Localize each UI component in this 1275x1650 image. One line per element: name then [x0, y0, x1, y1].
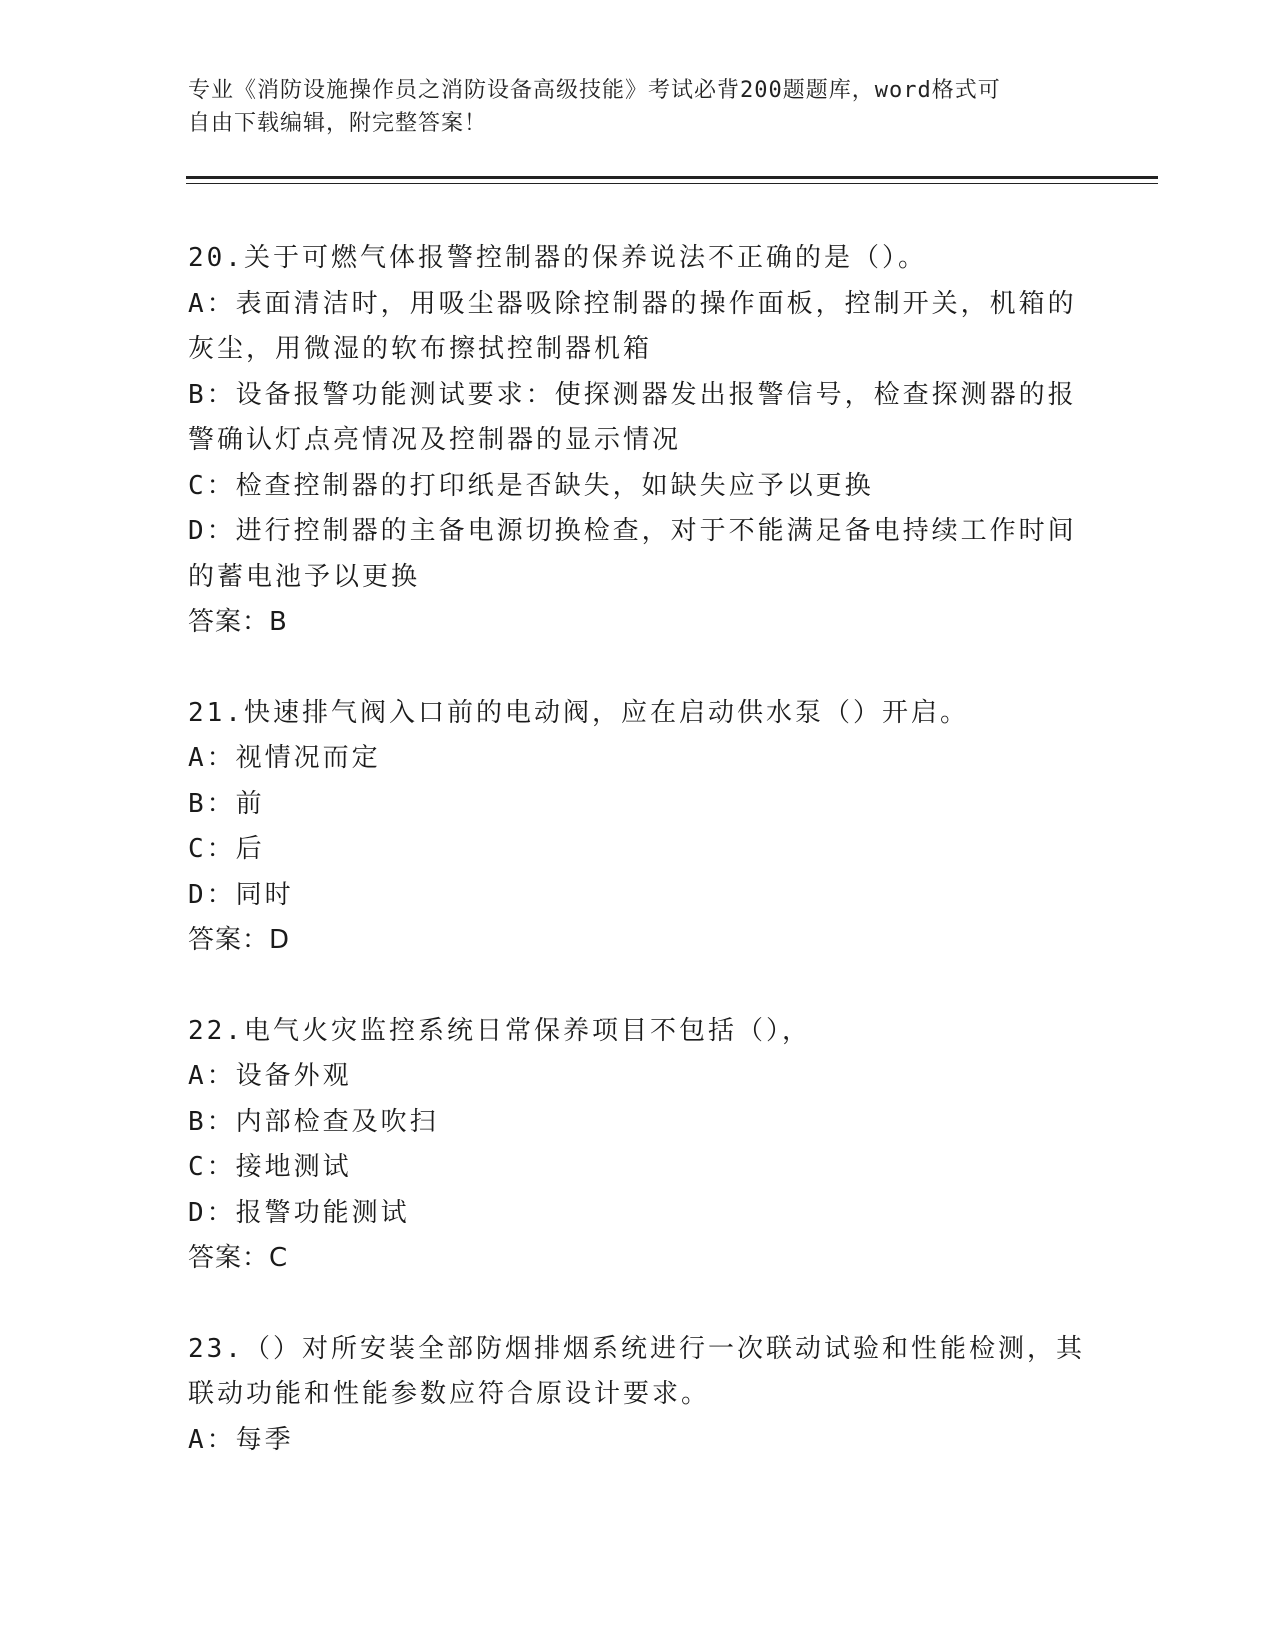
- option-a: A：设备外观: [188, 1061, 352, 1091]
- option-b: B：前: [188, 788, 265, 819]
- question-text: 22.电气火灾监控系统日常保养项目不包括（），: [188, 1015, 811, 1046]
- header-line-2: 自由下载编辑，附完整答案！: [188, 111, 488, 136]
- document-header: [188, 74, 1088, 140]
- question-23: [188, 1327, 1088, 1464]
- question-22: [188, 1009, 1088, 1282]
- question-text: 23.（）对所安装全部防烟排烟系统进行一次联动试验和性能检测，其联动功能和性能参数应符合原设计要求。: [188, 1333, 1085, 1409]
- option-a: A：每季: [188, 1424, 294, 1455]
- header-divider-thin: [186, 183, 1158, 184]
- question-21: [188, 691, 1088, 964]
- option-c: C：检查控制器的打印纸是否缺失，如缺失应予以更换: [188, 470, 874, 501]
- option-b: B：设备报警功能测试要求：使探测器发出报警信号，检查探测器的报警确认灯点亮情况及控制器的显示情况: [188, 379, 1077, 455]
- answer: 答案：C: [188, 1243, 289, 1273]
- option-d: D：进行控制器的主备电源切换检查，对于不能满足备电持续工作时间的蓄电池予以更换: [188, 516, 1077, 592]
- option-c: C：接地测试: [188, 1152, 352, 1182]
- option-d: D：同时: [188, 879, 294, 910]
- answer: 答案：B: [188, 607, 288, 637]
- question-text: 21.快速排气阀入口前的电动阀，应在启动供水泵（）开启。: [188, 697, 969, 728]
- question-20: [188, 236, 1088, 646]
- header-divider-thick: [186, 176, 1158, 179]
- option-a: A：视情况而定: [188, 743, 381, 773]
- question-list: [188, 236, 1088, 1508]
- option-a: A：表面清洁时，用吸尘器吸除控制器的操作面板，控制开关，机箱的灰尘，用微湿的软布擦拭控制器机箱: [188, 288, 1077, 364]
- question-text: 20.关于可燃气体报警控制器的保养说法不正确的是（）。: [188, 243, 927, 273]
- option-c: C：后: [188, 834, 265, 864]
- answer: 答案：D: [188, 925, 291, 955]
- option-b: B：内部检查及吹扫: [188, 1106, 439, 1137]
- header-line-1: 专业《消防设施操作员之消防设备高级技能》考试必背200题题库，word格式可: [188, 78, 1001, 103]
- option-d: D：报警功能测试: [188, 1197, 410, 1228]
